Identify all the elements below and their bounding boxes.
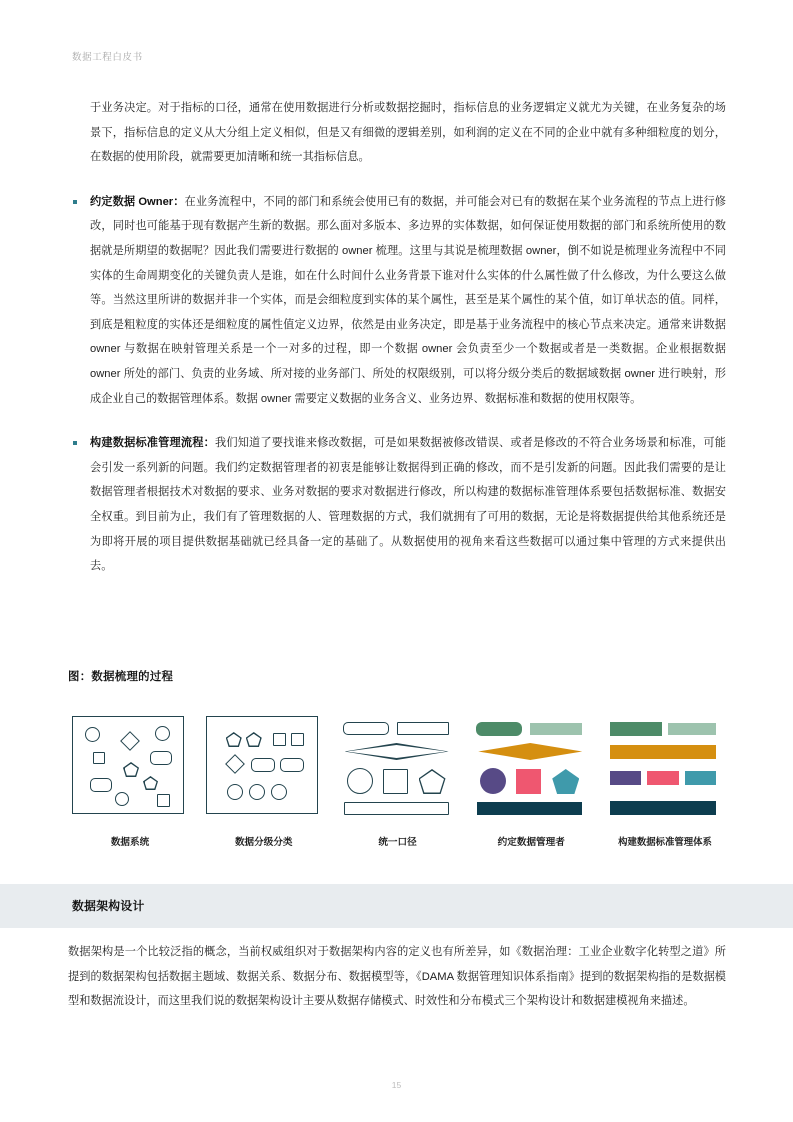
figure-panel-classification	[204, 716, 324, 848]
wide-diamond-shape	[478, 743, 582, 760]
figure-panel-label: 数据系统	[110, 837, 150, 848]
figure-panel-data-system	[70, 716, 190, 848]
circle-shape	[347, 768, 373, 794]
bar-shape	[344, 802, 449, 815]
rounded-rect-shape	[476, 722, 522, 736]
bar-shape	[668, 723, 716, 735]
bullet-text	[90, 190, 726, 411]
bullet-item-data-owner	[68, 190, 726, 411]
circle-shape	[271, 784, 287, 800]
panel-artwork	[205, 716, 323, 818]
bar-shape	[685, 771, 716, 785]
figure-data-grooming-process	[70, 716, 725, 856]
panel-artwork	[606, 716, 724, 818]
figure-panel-label: 数据分级分类	[234, 837, 293, 848]
rounded-rect-shape	[280, 758, 304, 772]
bullet-title: 约定数据 Owner：	[90, 195, 185, 208]
rounded-rect-shape	[251, 758, 275, 772]
bullet-item-standard-process	[68, 431, 726, 579]
square-shape	[291, 733, 304, 746]
wide-diamond-shape	[345, 743, 449, 760]
section-paragraph: 数据架构是一个比较泛指的概念，当前权威组织对于数据架构内容的定义也有所差异，如《数据治理：工业企业数字化转型之道》所提到的数据架构包括数据主题域、数据关系、数据分布、数据模型等，《DAMA 数据管理知识体系指南》提到的数据架构指的是数据模型和数据流设计，而这里我们说的数据架构设计主要从数据存储模式、时效性和分布模式三个架构设计和数据建模视角来描述。	[68, 946, 726, 1008]
square-shape	[516, 769, 541, 794]
figure-panel-label: 约定数据管理者	[497, 837, 565, 848]
section-heading-band	[0, 884, 793, 928]
bar-shape	[610, 722, 662, 736]
figure-panel-data-stewards	[471, 716, 591, 848]
square-shape	[273, 733, 286, 746]
panel-artwork	[472, 716, 590, 818]
circle-shape	[249, 784, 265, 800]
bullet-marker-icon	[73, 441, 77, 445]
pentagon-shape	[552, 769, 579, 794]
panel-artwork	[339, 716, 457, 818]
panel-artwork	[71, 716, 189, 818]
bar-shape	[610, 771, 641, 785]
bar-shape	[647, 771, 679, 785]
bullet-body: 我们知道了要找谁来修改数据，可是如果数据被修改错误、或者是修改的不符合业务场景和标准，可能会引发一系列新的问题。我们约定数据管理者的初衷是能够让数据得到正确的修改，而不是引发新的问题。因此我们需要的是让数据管理者根据技术对数据的要求、业务对数据的要求对数据进行修改，所以构建的数据标准管理体系要包括数据标准、数据安全权重。到目前为止，我们有了管理数据的人、管理数据的方式，我们就拥有了可用的数据，无论是将数据提供给其他系统还是为即将开展的项目提供数据基础就已经具备一定的基础了。从数据使用的视角来看这些数据可以通过集中管理的方式来提供出去。	[90, 437, 726, 573]
section-heading-title: 数据架构设计	[72, 899, 145, 913]
page-number: 15	[391, 1080, 402, 1090]
figure-caption: 图：数据梳理的过程	[68, 671, 174, 683]
circle-shape	[155, 726, 170, 741]
circle-shape	[227, 784, 243, 800]
body-content	[68, 96, 726, 579]
bar-shape	[610, 745, 716, 759]
bullet-title: 构建数据标准管理流程：	[90, 437, 215, 450]
rounded-rect-shape	[150, 751, 172, 765]
figure-panel-label: 构建数据标准管理体系	[618, 836, 712, 847]
bar-shape	[610, 801, 716, 815]
square-shape	[157, 794, 170, 807]
running-header: 数据工程白皮书	[72, 52, 143, 63]
figure-panel-standard-system	[605, 716, 725, 848]
circle-shape	[115, 792, 129, 806]
figure-panel-label: 统一口径	[378, 837, 417, 848]
bullet-marker-icon	[73, 200, 77, 204]
square-shape	[93, 752, 105, 764]
bullet-body: 在业务流程中，不同的部门和系统会使用已有的数据，并可能会对已有的数据在某个业务流程的节点上进行修改，同时也可能基于现有数据产生新的数据。那么面对多版本、多边界的实体数据，如何保证使用数据的部门和系统所使用的数据就是所期望的数据呢？因此我们需要进行数据的 owner 梳理。这里与其说是梳理数据 owner，倒不如说是梳理业务流程中不同实体的生命周期变化的关键负责人是谁，如在什么时间什么业务背景下谁对什么实体的什么属性做了什么修改，为什么要这么做等。当然这里所讲的数据并非一个实体，而是会细粒度到实体的某个属性，甚至是某个属性的某个值，如订单状态的值。同样，到底是粗粒度的实体还是细粒度的属性值定义边界，依然是由业务决定，即是基于业务流程中的核心节点来决定。通常来讲数据 owner 与数据在映射管理关系是一个一对多的过程，即一个数据 owner 会负责至少一个数据或者是一类数据。企业根据数据 owner 所处的部门、负责的业务域、所对接的业务部门、所处的权限级别，可以将分级分类后的数据域数据 owner 进行映射，形成企业自己的数据管理体系。数据 owner 需要定义数据的业务含义、业务边界、数据标准和数据的使用权限等。	[90, 195, 726, 405]
rounded-rect-shape	[90, 778, 112, 792]
circle-shape	[480, 768, 506, 794]
figure-panel-unified-caliber	[338, 716, 458, 848]
pentagon-shape	[419, 769, 446, 794]
circle-shape	[85, 727, 100, 742]
section-body	[68, 940, 726, 1020]
bullet-text	[90, 431, 726, 579]
bar-shape	[530, 723, 582, 735]
rect-shape	[397, 722, 449, 735]
square-shape	[383, 769, 408, 794]
intro-paragraph: 于业务决定。对于指标的口径，通常在使用数据进行分析或数据挖掘时，指标信息的业务逻辑定义就尤为关键，在业务复杂的场景下，指标信息的定义从大分组上定义相似，但是又有细微的逻辑差别，如利润的定义在不同的企业中就有多种细粒度的划分，在数据的使用阶段，就需要更加清晰和统一其指标信息。	[90, 102, 726, 164]
rounded-rect-shape	[343, 722, 389, 735]
bar-shape	[477, 802, 582, 815]
